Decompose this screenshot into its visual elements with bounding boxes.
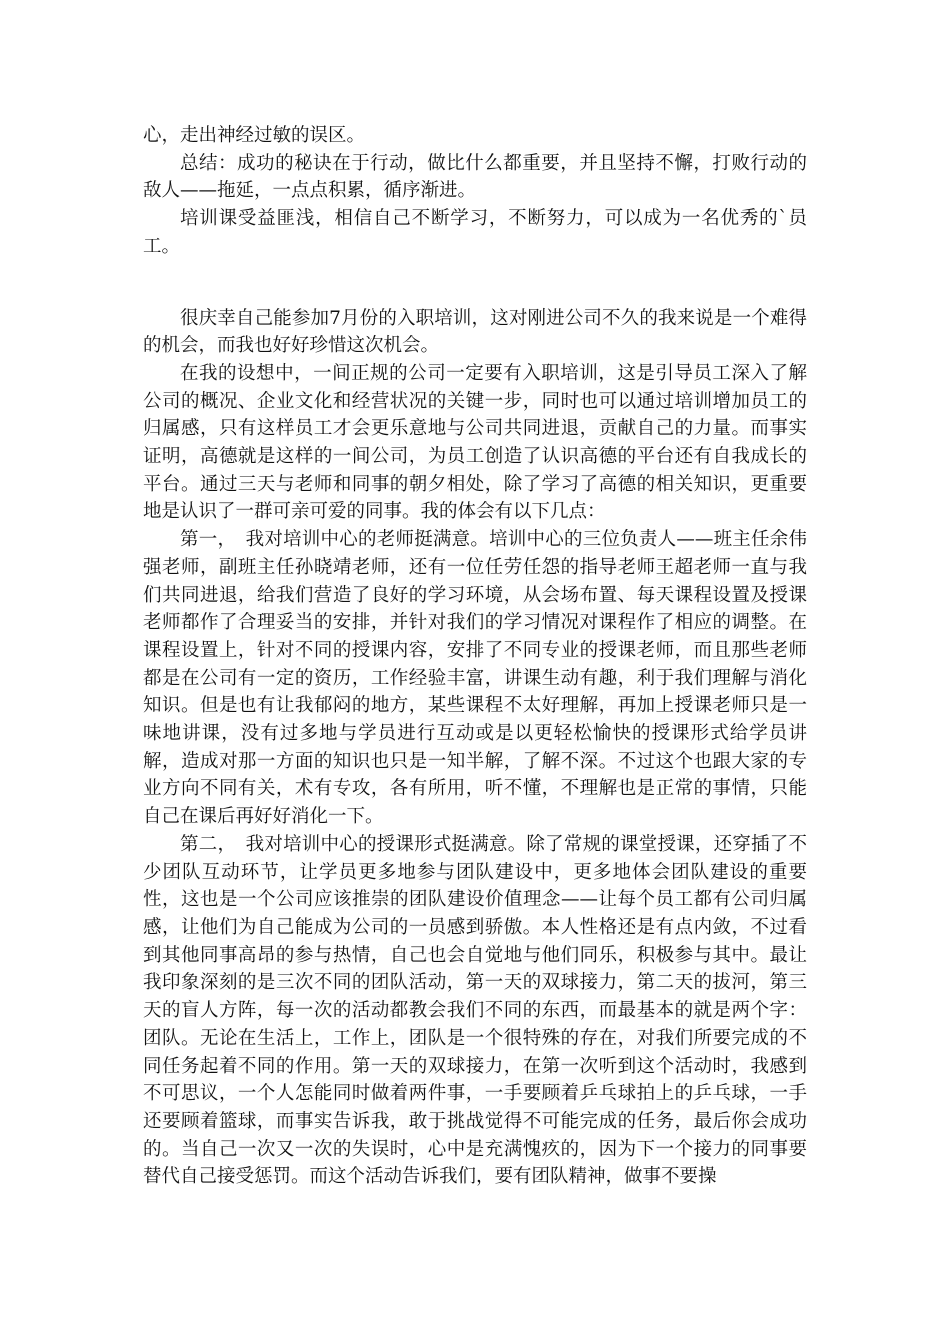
paragraph-continuation: 心，走出神经过敏的误区。 bbox=[143, 125, 366, 146]
paragraph-summary: 总结：成功的秘诀在于行动，做比什么都重要，并且坚持不懈，打败行动的敌人——拖延，一点点积累，循序渐进。 bbox=[143, 152, 807, 202]
paragraph-intro: 很庆幸自己能参加7月份的入职培训，这对刚进公司不久的我来说是一个难得的机会，而我也好好珍惜这次机会。 bbox=[143, 307, 807, 357]
section-break bbox=[143, 261, 807, 305]
paragraph-closing: 培训课受益匪浅，相信自己不断学习，不断努力，可以成为一名优秀的`员工。 bbox=[143, 208, 807, 257]
document-body bbox=[143, 122, 807, 1191]
paragraph-point-two: 第二， 我对培训中心的授课形式挺满意。除了常规的课堂授课，还穿插了不少团队互动环节，让学员更多地参与团队建设中，更多地体会团队建设的重要性，这也是一个公司应该推崇的团队建设价值理念——让每个员工都有公司归属感，让他们为自己能成为公司的一员感到骄傲。本人性格还是有点内敛，不过看到其他同事高昂的参与热情，自己也会自觉地与他们同乐，积极参与其中。最让我印象深刻的是三次不同的团队活动，第一天的双球接力，第二天的拔河，第三天的盲人方阵，每一次的活动都教会我们不同的东西，而最基本的就是两个字：团队。无论在生活上，工作上，团队是一个很特殊的存在，对我们所要完成的不同任务起着不同的作用。第一天的双球接力，在第一次听到这个活动时，我感到不可思议，一个人怎能同时做着两件事，一手要顾着乒乓球拍上的乒乓球，一手还要顾着篮球，而事实告诉我，敢于挑战觉得不可能完成的任务，最后你会成功的。当自己一次又一次的失误时，心中是充满愧疚的，因为下一个接力的同事要替代自己接受惩罚。而这个活动告诉我们，要有团队精神，做事不要操 bbox=[143, 833, 807, 1188]
paragraph-point-one: 第一， 我对培训中心的老师挺满意。培训中心的三位负责人——班主任余伟强老师，副班主任孙晓靖老师，还有一位任劳任怨的指导老师王超老师一直与我们共同进退，给我们营造了良好的学习环境，从会场布置、每天课程设置及授课老师都作了合理妥当的安排，并针对我们的学习情况对课程作了相应的调整。在课程设置上，针对不同的授课内容，安排了不同专业的授课老师，而且那些老师都是在公司有一定的资历，工作经验丰富，讲课生动有趣，利于我们理解与消化知识。但是也有让我郁闷的地方，某些课程不太好理解，再加上授课老师只是一味地讲课，没有过多地与学员进行互动或是以更轻松愉快的授课形式给学员讲解，造成对那一方面的知识也只是一知半解，了解不深。不过这个也跟大家的专业方向不同有关，术有专攻，各有所用，听不懂，不理解也是正常的事情，只能自己在课后再好好消化一下。 bbox=[143, 529, 807, 828]
paragraph-expectation: 在我的设想中，一间正规的公司一定要有入职培训，这是引导员工深入了解公司的概况、企业文化和经营状况的关键一步，同时也可以通过培训增加员工的归属感，只有这样员工才会更乐意地与公司共同进退，贡献自己的力量。而事实证明，高德就是这样的一间公司，为员工创造了认识高德的平台还有自我成长的平台。通过三天与老师和同事的朝夕相处，除了学习了高德的相关知识，更重要地是认识了一群可亲可爱的同事。我的体会有以下几点： bbox=[143, 362, 807, 523]
